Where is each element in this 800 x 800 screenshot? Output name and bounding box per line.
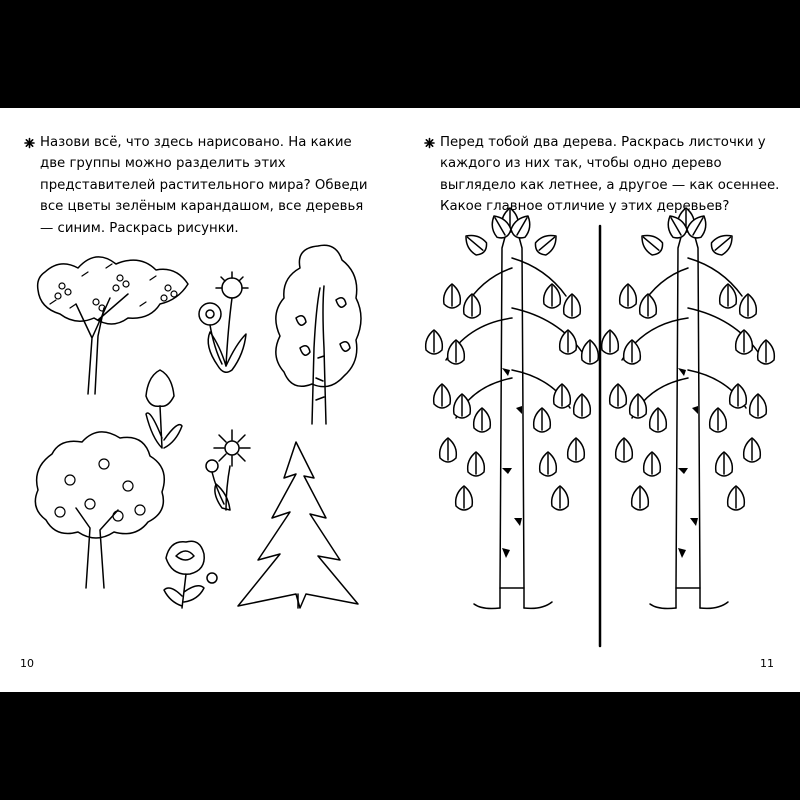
- birch-tree-summer-drawing: [426, 208, 599, 609]
- right-illustrations: [400, 108, 800, 692]
- dandelion-drawing: [199, 272, 248, 372]
- right-task-text: Перед тобой два дерева. Раскрась листочки у каждого из них так, чтобы одно дерево выглядело как летнее, а другое — как осеннее. Какое главное отличие у этих деревьев?: [440, 135, 780, 215]
- chamomile-drawing: [206, 430, 250, 510]
- left-task-text: Назови всё, что здесь нарисовано. На какие две группы можно разделить этих представителей растительного мира? Обведи все цветы зелёным карандашом, все деревья — синим. Раскрась рисунки.: [40, 135, 368, 236]
- left-illustrations: [0, 108, 400, 692]
- right-page: [400, 108, 800, 692]
- birch-tree-autumn-drawing: [602, 208, 775, 609]
- page-number-left: 10: [20, 657, 34, 670]
- left-page: [0, 108, 400, 692]
- rose-drawing: [164, 541, 217, 608]
- apple-tree-drawing: [35, 432, 164, 588]
- fir-tree-drawing: [238, 442, 358, 608]
- page-number-right: 11: [760, 657, 774, 670]
- birch-tree-drawing: [276, 245, 361, 424]
- tulip-drawing: [146, 370, 182, 448]
- book-spread: [0, 108, 800, 692]
